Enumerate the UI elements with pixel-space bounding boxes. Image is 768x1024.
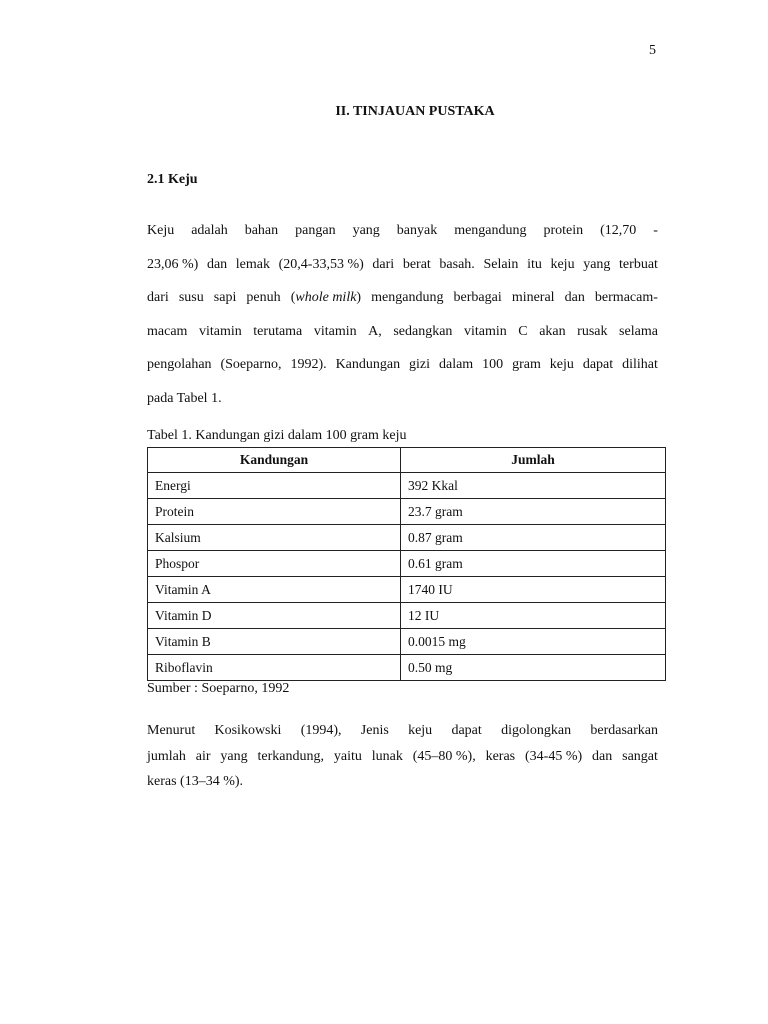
word-part: gram — [512, 357, 541, 373]
word-part: (20,4-33,53 %) — [278, 256, 364, 272]
word-part: yaitu — [333, 748, 362, 764]
word-part: dalam — [438, 357, 474, 373]
word-part: berdasarkan — [590, 723, 658, 738]
word — [147, 748, 186, 774]
table-row — [148, 551, 666, 577]
word-part: digolongkan — [501, 723, 572, 738]
word-part: Menurut — [147, 723, 196, 738]
word-part: air — [195, 748, 211, 764]
word-part: mengandung — [371, 290, 444, 306]
word-part: ) — [356, 290, 362, 306]
word — [147, 356, 212, 390]
word-part: dari — [147, 290, 169, 306]
word — [413, 748, 476, 774]
word-part: sedangkan — [393, 323, 453, 339]
text-line — [147, 356, 658, 390]
word — [397, 222, 437, 256]
word — [409, 356, 430, 390]
word — [592, 748, 612, 774]
text-line — [147, 289, 658, 323]
table-header-row — [148, 448, 666, 473]
nutrition-table — [147, 447, 666, 681]
word — [622, 356, 658, 390]
text-line — [147, 390, 658, 424]
word-part: lemak — [235, 256, 271, 272]
table-row — [148, 473, 666, 499]
word-part: dari — [372, 256, 395, 272]
word-part: yang — [352, 223, 380, 238]
word-part: (12,70 — [600, 223, 637, 238]
italic-term: whole milk — [295, 290, 357, 306]
word-part: berat — [402, 256, 431, 272]
word — [393, 323, 452, 357]
word — [550, 256, 574, 290]
cell-kandungan: Protein — [148, 499, 401, 525]
cell-jumlah: 392 Kkal — [401, 473, 666, 499]
word-part: jumlah — [147, 748, 186, 764]
word — [408, 722, 432, 748]
word — [147, 773, 243, 799]
word — [439, 256, 474, 290]
word — [565, 289, 585, 323]
word-part: penuh — [246, 290, 281, 306]
cell-jumlah: 0.61 gram — [401, 551, 666, 577]
table-row — [148, 525, 666, 551]
word-part: dan — [206, 256, 228, 272]
table-row — [148, 629, 666, 655]
word-part: susu — [178, 290, 204, 306]
text-line — [147, 748, 658, 774]
word — [527, 256, 542, 290]
word-part: bahan — [244, 223, 279, 238]
word-part: sangat — [622, 748, 658, 764]
table-row — [148, 499, 666, 525]
word-part: yang — [220, 748, 248, 764]
word — [483, 256, 518, 290]
word-part: mineral — [511, 290, 555, 306]
cell-jumlah: 12 IU — [401, 603, 666, 629]
word — [258, 748, 324, 774]
word — [454, 289, 502, 323]
word — [539, 323, 565, 357]
word — [372, 256, 394, 290]
word — [147, 222, 174, 256]
cell-jumlah: 1740 IU — [401, 577, 666, 603]
word — [512, 289, 555, 323]
word-part: akan — [539, 323, 566, 339]
word — [291, 289, 361, 323]
cell-jumlah: 0.87 gram — [401, 525, 666, 551]
word-part: (Soeparno, — [220, 357, 282, 373]
word-part: dan — [592, 748, 613, 764]
word — [550, 356, 574, 390]
word-part: berbagai — [453, 290, 502, 306]
word — [353, 222, 380, 256]
word — [207, 256, 227, 290]
word — [622, 748, 658, 774]
word — [290, 356, 326, 390]
word — [301, 722, 342, 748]
word — [439, 356, 473, 390]
word-part: lunak — [371, 748, 403, 764]
table-source: Sumber : Soeparno, 1992 — [147, 681, 290, 696]
word-part: terbuat — [619, 256, 658, 272]
word-part: Kandungan — [335, 357, 401, 373]
word — [220, 748, 247, 774]
word — [220, 356, 281, 390]
word-part: (45–80 %), — [412, 748, 476, 764]
word-part: vitamin — [313, 323, 357, 339]
cell-jumlah: 23.7 gram — [401, 499, 666, 525]
word-part: mengandung — [454, 223, 527, 238]
table-caption: Tabel 1. Kandungan gizi dalam 100 gram keju — [147, 428, 407, 443]
word — [334, 748, 362, 774]
word — [590, 722, 658, 748]
word-part: Selain — [483, 256, 519, 272]
header-jumlah: Jumlah — [401, 448, 666, 473]
word — [336, 356, 401, 390]
cell-kandungan: Vitamin D — [148, 603, 401, 629]
word-part: selama — [619, 323, 658, 339]
word — [577, 323, 607, 357]
word — [525, 748, 582, 774]
table-row — [148, 577, 666, 603]
word-part: terutama — [253, 323, 303, 339]
text-line — [147, 256, 658, 290]
word-part: 23,06 %) — [147, 256, 199, 272]
word — [371, 289, 443, 323]
word-part: terkandung, — [257, 748, 324, 764]
word — [147, 722, 195, 748]
section-heading: 2.1 Keju — [147, 172, 198, 187]
cell-jumlah: 0.0015 mg — [401, 629, 666, 655]
table-row — [148, 655, 666, 681]
word-part: yang — [583, 256, 611, 272]
word — [236, 256, 270, 290]
word-part: bermacam- — [594, 290, 658, 306]
word-part: keju — [549, 357, 574, 373]
header-kandungan: Kandungan — [148, 448, 401, 473]
word — [595, 289, 658, 323]
cell-kandungan: Riboflavin — [148, 655, 401, 681]
word — [600, 222, 636, 256]
word — [653, 222, 658, 256]
word — [147, 289, 169, 323]
word — [179, 289, 204, 323]
word-part: 1992). — [290, 357, 327, 373]
word-part: dapat — [582, 357, 614, 373]
word — [147, 390, 222, 424]
word — [403, 256, 431, 290]
word — [454, 222, 526, 256]
word-part: Kosikowski — [214, 723, 282, 738]
word-part: itu — [527, 256, 542, 272]
word-part: (1994), — [300, 723, 342, 738]
text-line — [147, 722, 658, 748]
chapter-title: II. TINJAUAN PUSTAKA — [335, 104, 495, 119]
word-part: (34-45 %) — [525, 748, 583, 764]
word-part: gizi — [409, 357, 431, 373]
word — [196, 748, 211, 774]
word-part: 100 — [482, 357, 504, 373]
cell-kandungan: Vitamin A — [148, 577, 401, 603]
word — [191, 222, 228, 256]
word-part: A, — [368, 323, 382, 339]
word — [501, 722, 571, 748]
cell-kandungan: Kalsium — [148, 525, 401, 551]
word-part: adalah — [191, 223, 228, 238]
word-part: - — [653, 223, 658, 238]
word — [464, 323, 507, 357]
word-part: pada Tabel 1. — [147, 390, 222, 406]
word-part: dilihat — [622, 357, 658, 373]
cell-jumlah: 0.50 mg — [401, 655, 666, 681]
word-part: dapat — [451, 723, 482, 738]
word-part: rusak — [577, 323, 608, 339]
cell-kandungan: Energi — [148, 473, 401, 499]
word — [619, 256, 658, 290]
word — [253, 323, 302, 357]
word-part: pengolahan — [147, 357, 212, 373]
word-part: keju — [408, 723, 433, 738]
word-part: C — [518, 323, 528, 339]
word — [279, 256, 364, 290]
word — [583, 256, 610, 290]
word — [372, 748, 403, 774]
word — [147, 256, 198, 290]
word-part: ( — [290, 290, 296, 306]
word-part: macam — [147, 323, 188, 339]
word-part: dan — [564, 290, 585, 306]
word — [486, 748, 516, 774]
word-part: vitamin — [463, 323, 507, 339]
text-line — [147, 222, 658, 256]
word — [512, 356, 541, 390]
text-line — [147, 773, 658, 799]
word — [246, 289, 280, 323]
word — [482, 356, 503, 390]
word-part: pangan — [295, 223, 336, 238]
word — [361, 722, 389, 748]
cell-kandungan: Phospor — [148, 551, 401, 577]
word — [215, 722, 282, 748]
word — [544, 222, 584, 256]
word-part: sapi — [213, 290, 237, 306]
word-part: Jenis — [360, 723, 389, 738]
word — [147, 323, 187, 357]
page-number: 5 — [649, 43, 656, 58]
word — [214, 289, 237, 323]
paragraph-keju-intro — [147, 222, 658, 424]
word-part: keras (13–34 %). — [147, 774, 244, 789]
word-part: keju — [550, 256, 575, 272]
word-part: basah. — [439, 256, 475, 272]
word-part: keras — [485, 748, 516, 764]
word — [314, 323, 357, 357]
word — [368, 323, 382, 357]
paragraph-keju-classification — [147, 722, 658, 799]
word-part: protein — [543, 223, 584, 238]
word — [295, 222, 335, 256]
word-part: vitamin — [198, 323, 242, 339]
word-part: banyak — [396, 223, 438, 238]
word — [245, 222, 278, 256]
word — [518, 323, 527, 357]
word-part: Keju — [147, 223, 175, 238]
cell-kandungan: Vitamin B — [148, 629, 401, 655]
word — [451, 722, 481, 748]
word — [619, 323, 658, 357]
word — [199, 323, 242, 357]
text-line — [147, 323, 658, 357]
word — [583, 356, 613, 390]
table-row — [148, 603, 666, 629]
